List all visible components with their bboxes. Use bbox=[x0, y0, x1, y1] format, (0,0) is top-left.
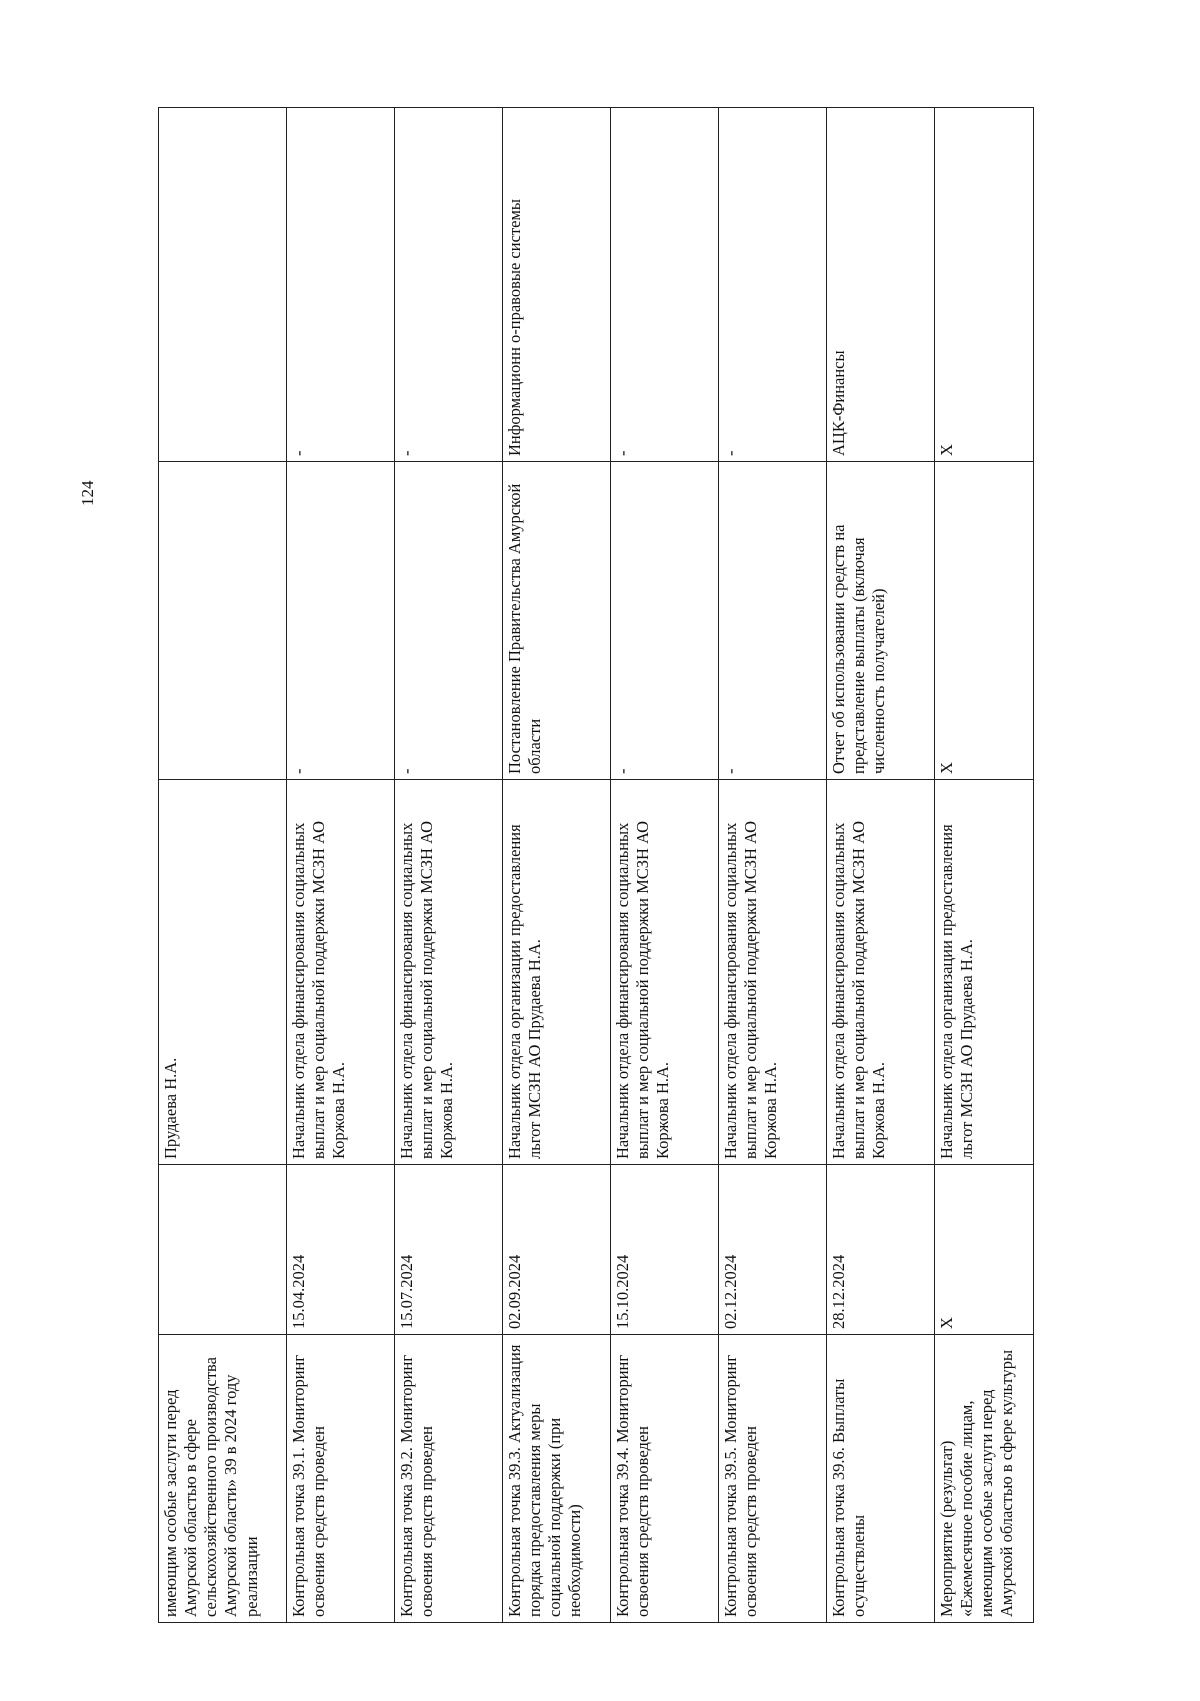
task-cell: Контрольная точка 39.5. Мониторинг освоения средств проведен bbox=[719, 1335, 827, 1623]
task-cell: Контрольная точка 39.4. Мониторинг освоения средств проведен bbox=[611, 1335, 719, 1623]
document-cell: Х bbox=[935, 462, 1034, 780]
control-points-table bbox=[158, 107, 1034, 1623]
task-cell: Контрольная точка 39.3. Актуализация порядка предоставления меры социальной поддержки (при необходимости) bbox=[503, 1335, 611, 1623]
table-row bbox=[935, 108, 1034, 1623]
date-cell: 28.12.2024 bbox=[827, 1165, 935, 1335]
table-row bbox=[611, 108, 719, 1623]
responsible-cell: Начальник отдела организации предоставления льгот МСЗН АО Прудаева Н.А. bbox=[935, 780, 1034, 1165]
document-cell: - bbox=[611, 462, 719, 780]
table-row bbox=[827, 108, 935, 1623]
system-cell: - bbox=[611, 108, 719, 462]
document-cell: Постановление Правительства Амурской области bbox=[503, 462, 611, 780]
system-cell: - bbox=[395, 108, 503, 462]
system-cell: АЦК-Финансы bbox=[827, 108, 935, 462]
responsible-cell: Начальник отдела финансирования социальных выплат и мер социальной поддержки МСЗН АО Коржова Н.А. bbox=[395, 780, 503, 1165]
table-row bbox=[395, 108, 503, 1623]
document-cell: - bbox=[719, 462, 827, 780]
document-cell: - bbox=[395, 462, 503, 780]
date-cell: 02.09.2024 bbox=[503, 1165, 611, 1335]
task-cell: Контрольная точка 39.2. Мониторинг освоения средств проведен bbox=[395, 1335, 503, 1623]
control-points-table-container bbox=[158, 108, 1033, 1623]
system-cell: Информационн о-правовые системы bbox=[503, 108, 611, 462]
table-row bbox=[503, 108, 611, 1623]
task-cell: Мероприятие (результат) «Ежемесячное пособие лицам, имеющим особые заслуги перед Амурской областью в сфере культуры bbox=[935, 1335, 1034, 1623]
date-cell bbox=[159, 1165, 287, 1335]
date-cell: 15.10.2024 bbox=[611, 1165, 719, 1335]
page-number: 124 bbox=[78, 480, 97, 506]
document-cell: Отчет об использовании средств на представление выплаты (включая численность получателей) bbox=[827, 462, 935, 780]
responsible-cell: Начальник отдела финансирования социальных выплат и мер социальной поддержки МСЗН АО Коржова Н.А. bbox=[287, 780, 395, 1165]
responsible-cell: Прудаева Н.А. bbox=[159, 780, 287, 1165]
task-cell: Контрольная точка 39.1. Мониторинг освоения средств проведен bbox=[287, 1335, 395, 1623]
document-cell bbox=[159, 462, 287, 780]
task-cell: Контрольная точка 39.6. Выплаты осуществлены bbox=[827, 1335, 935, 1623]
system-cell bbox=[159, 108, 287, 462]
table-row bbox=[287, 108, 395, 1623]
responsible-cell: Начальник отдела финансирования социальных выплат и мер социальной поддержки МСЗН АО Коржова Н.А. bbox=[827, 780, 935, 1165]
date-cell: 02.12.2024 bbox=[719, 1165, 827, 1335]
table-row bbox=[719, 108, 827, 1623]
system-cell: - bbox=[287, 108, 395, 462]
date-cell: 15.07.2024 bbox=[395, 1165, 503, 1335]
system-cell: - bbox=[719, 108, 827, 462]
date-cell: Х bbox=[935, 1165, 1034, 1335]
responsible-cell: Начальник отдела финансирования социальных выплат и мер социальной поддержки МСЗН АО Коржова Н.А. bbox=[611, 780, 719, 1165]
task-cell: имеющим особые заслуги перед Амурской областью в сфере сельскохозяйственного производства Амурской области» 39 в 2024 году реализации bbox=[159, 1335, 287, 1623]
date-cell: 15.04.2024 bbox=[287, 1165, 395, 1335]
responsible-cell: Начальник отдела финансирования социальных выплат и мер социальной поддержки МСЗН АО Коржова Н.А. bbox=[719, 780, 827, 1165]
responsible-cell: Начальник отдела организации предоставления льгот МСЗН АО Прудаева Н.А. bbox=[503, 780, 611, 1165]
system-cell: Х bbox=[935, 108, 1034, 462]
table-row bbox=[159, 108, 287, 1623]
document-cell: - bbox=[287, 462, 395, 780]
